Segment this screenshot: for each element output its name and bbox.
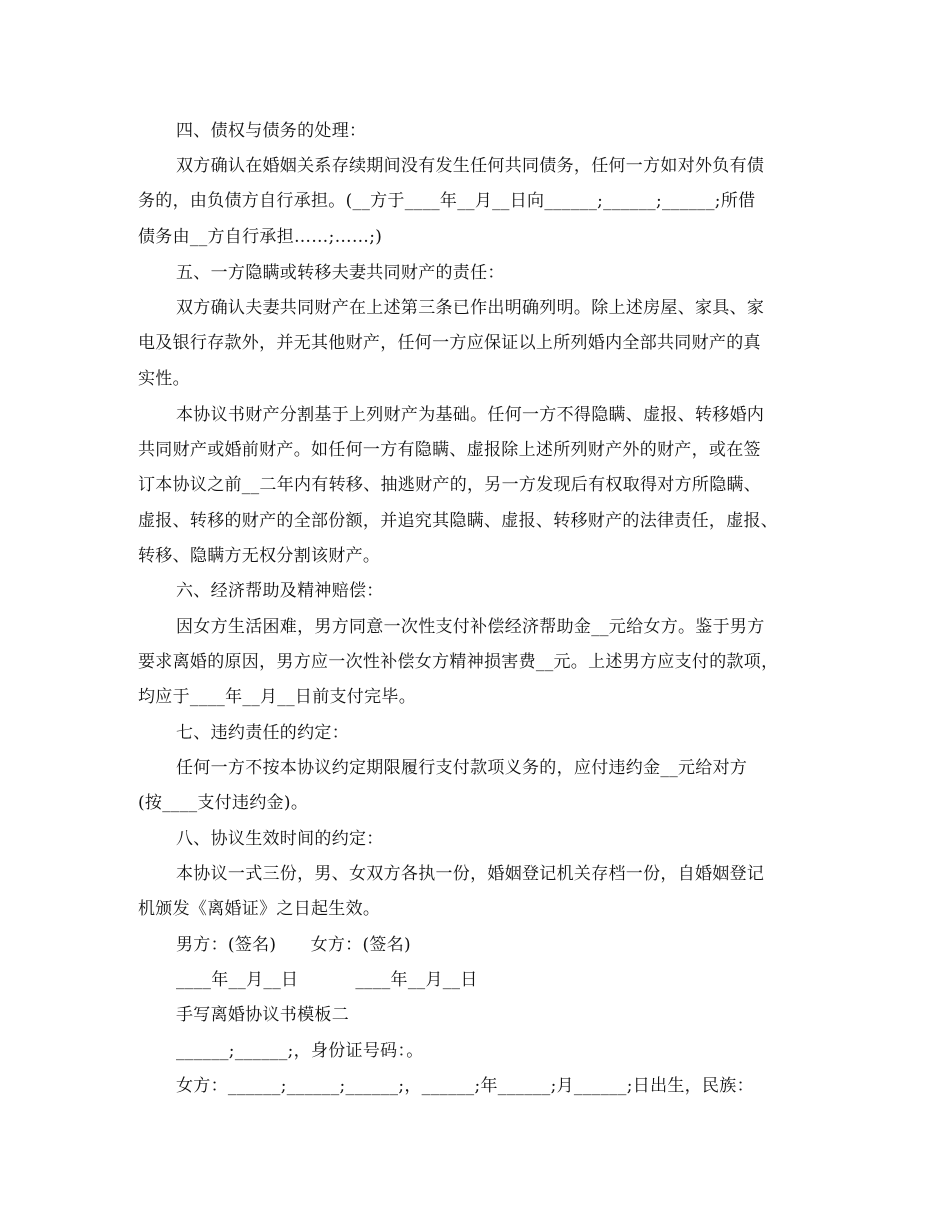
section-heading-compensation: 六、经济帮助及精神赔偿： <box>176 581 384 601</box>
template-two-title: 手写离婚协议书模板二 <box>176 1005 349 1025</box>
paragraph-line: 虚报、转移的财产的全部份额，并追究其隐瞒、虚报、转移财产的法律责任，虚报、 <box>138 511 779 531</box>
paragraph-line: 务的，由负债方自行承担。(__方于____年__月__日向______;______;______;所借 <box>138 191 756 211</box>
section-heading-concealment: 五、一方隐瞒或转移夫妻共同财产的责任： <box>176 263 505 283</box>
paragraph-line: 转移、隐瞒方无权分割该财产。 <box>138 546 381 566</box>
paragraph-line: 因女方生活困难，男方同意一次性支付补偿经济帮助金__元给女方。鉴于男方 <box>176 617 765 637</box>
paragraph-line: 女方：______;______;______;，______;年______;月______;日出生，民族： <box>176 1076 754 1096</box>
paragraph-line: 本协议书财产分割基于上列财产为基础。任何一方不得隐瞒、虚报、转移婚内 <box>176 405 765 425</box>
section-heading-effective-date: 八、协议生效时间的约定： <box>176 829 384 849</box>
paragraph-line: 双方确认夫妻共同财产在上述第三条已作出明确列明。除上述房屋、家具、家 <box>176 298 765 318</box>
paragraph-line: 机颁发《离婚证》之日起生效。 <box>138 899 381 919</box>
paragraph-line: 电及银行存款外，并无其他财产，任何一方应保证以上所列婚内全部共同财产的真 <box>138 333 761 353</box>
date-line: ____年__月__日 ____年__月__日 <box>176 970 478 990</box>
section-heading-breach: 七、违约责任的约定： <box>176 723 349 743</box>
paragraph-line: 任何一方不按本协议约定期限履行支付款项义务的，应付违约金__元给对方 <box>176 758 748 778</box>
section-heading-debts: 四、债权与债务的处理： <box>176 121 367 141</box>
paragraph-line: 实性。 <box>138 369 190 389</box>
paragraph-line: 要求离婚的原因，男方应一次性补偿女方精神损害费__元。上述男方应支付的款项， <box>138 652 779 672</box>
paragraph-line: ______;______;，身份证号码：。 <box>176 1041 424 1061</box>
paragraph-line: (按____支付违约金)。 <box>138 793 309 813</box>
paragraph-line: 订本协议之前__二年内有转移、抽逃财产的，另一方发现后有权取得对方所隐瞒、 <box>138 475 762 495</box>
signature-line: 男方：(签名) 女方：(签名) <box>176 935 411 955</box>
paragraph-line: 双方确认在婚姻关系存续期间没有发生任何共同债务，任何一方如对外负有债 <box>176 156 765 176</box>
paragraph-line: 本协议一式三份，男、女双方各执一份，婚姻登记机关存档一份，自婚姻登记 <box>176 864 765 884</box>
paragraph-line: 均应于____年__月__日前支付完毕。 <box>138 687 416 707</box>
paragraph-line: 债务由__方自行承担……;……;) <box>138 227 383 247</box>
paragraph-line: 共同财产或婚前财产。如任何一方有隐瞒、虚报除上述所列财产外的财产，或在签 <box>138 440 761 460</box>
